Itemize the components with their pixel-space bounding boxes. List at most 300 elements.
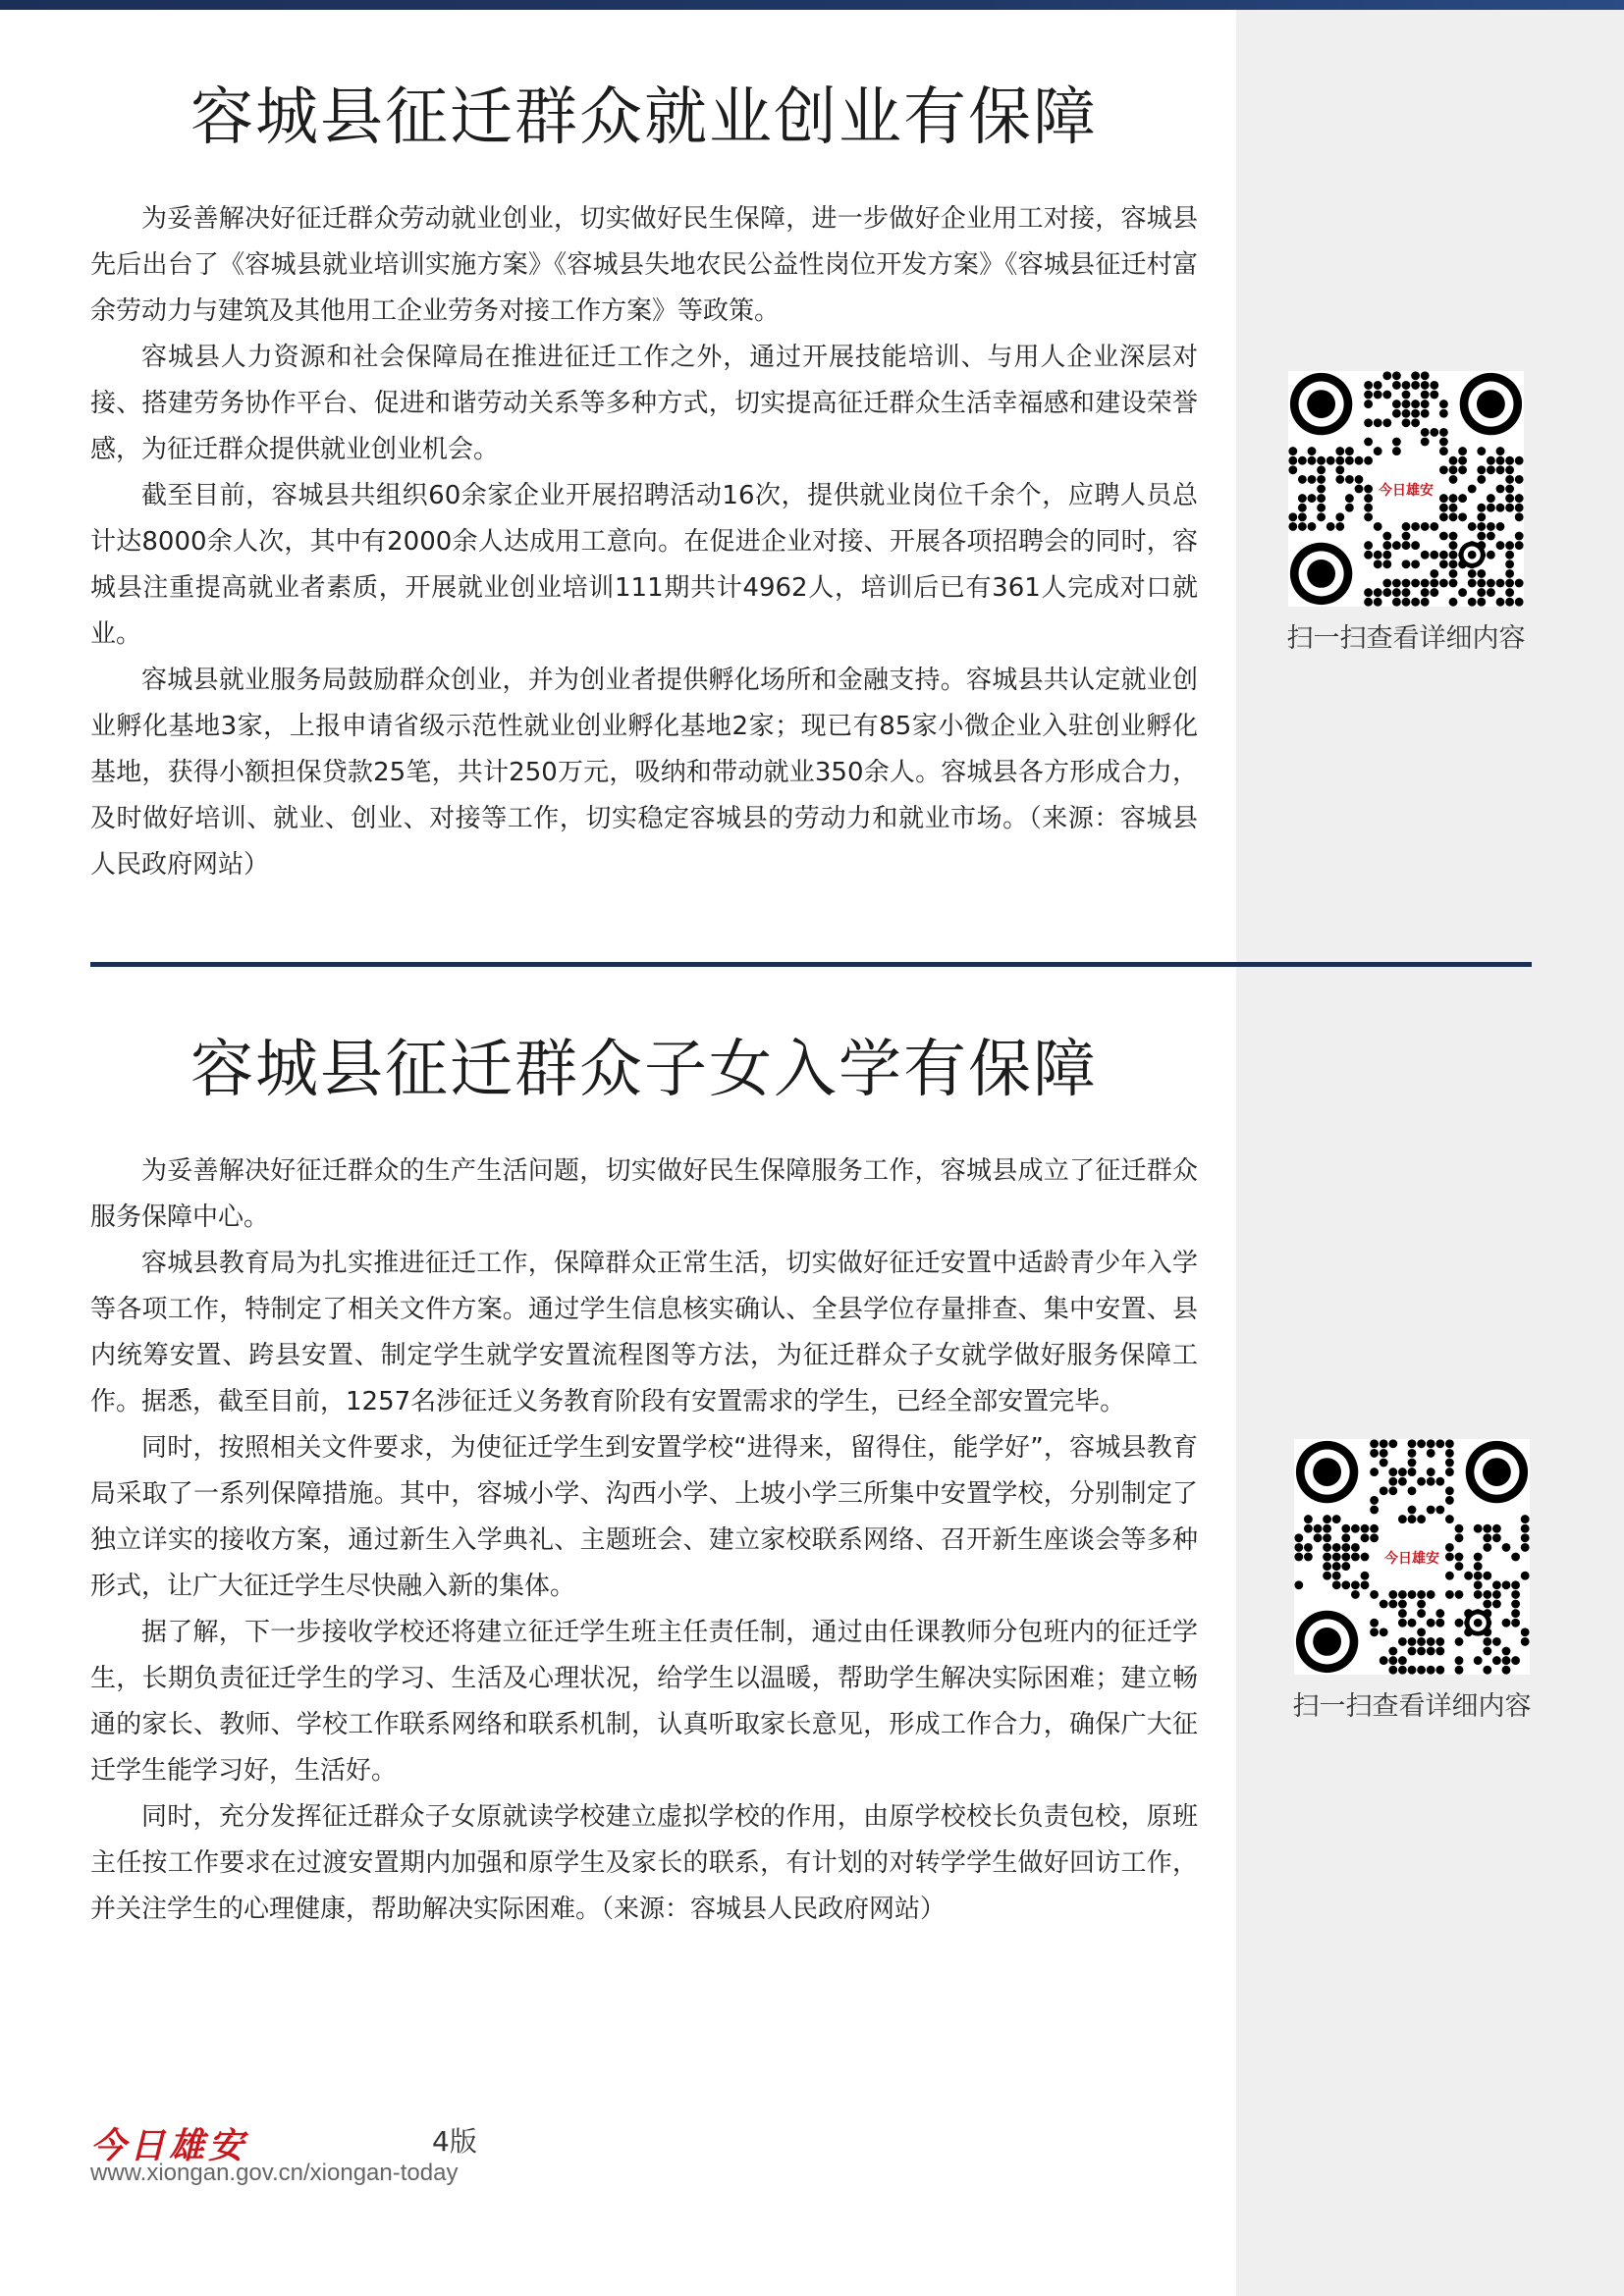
qr-finder [1307,390,1335,418]
qr-module [1380,1628,1388,1636]
qr-module [1521,1543,1530,1552]
qr-module [1317,465,1326,474]
qr-module [1445,1543,1454,1552]
qr-module [1521,1533,1530,1542]
qr-module [1439,504,1448,512]
qr-module [1388,1477,1397,1486]
qr-module [1430,551,1438,560]
qr-module [1304,1524,1313,1533]
qr-module [1341,1524,1350,1533]
qr-finder [1307,560,1335,588]
qr-module [1477,579,1486,588]
qr-module [1398,1637,1407,1646]
qr-module [1408,1459,1417,1468]
qr-module [1288,447,1297,455]
qr-module [1355,475,1364,484]
qr-module [1398,1666,1407,1675]
qr-module [1496,456,1505,465]
qr-module [1398,1656,1407,1665]
qr-module [1511,1609,1520,1618]
qr-module [1298,512,1307,521]
qr-module [1430,588,1438,597]
qr-module [1341,1533,1350,1542]
qr-module [1408,1486,1417,1495]
article-1-body [90,196,1198,888]
qr-module [1505,475,1514,484]
qr-module [1411,522,1420,531]
qr-module [1364,381,1373,390]
qr-module [1304,1553,1313,1562]
qr-module [1449,579,1458,588]
qr-module [1364,551,1373,560]
qr-module [1474,1553,1483,1562]
qr-module [1345,494,1354,503]
qr-module [1430,579,1438,588]
qr-module [1398,1477,1407,1486]
qr-module [1505,465,1514,474]
qr-module [1417,1590,1426,1599]
qr-module [1323,1572,1331,1580]
qr-module [1427,1637,1435,1646]
qr-module [1317,475,1326,484]
qr-module [1392,438,1401,447]
article-2 [90,1029,1198,1933]
qr-module [1455,1656,1464,1665]
qr-module [1351,1524,1360,1533]
qr-module [1402,532,1411,541]
qr-module [1455,1553,1464,1562]
section-divider [90,962,1532,967]
qr-center-logo: 今日雄安 [1379,483,1434,499]
qr-module [1449,598,1458,607]
qr-module [1411,400,1420,408]
qr-module [1427,1477,1435,1486]
qr-module [1435,1647,1444,1656]
qr-module [1439,428,1448,437]
qr-module [1477,447,1486,455]
qr-module [1317,456,1326,465]
qr-module [1449,551,1458,560]
qr-module [1380,1459,1388,1468]
qr-module [1382,391,1391,400]
qr-module [1374,588,1382,597]
qr-module [1483,1524,1491,1533]
qr-module [1474,1580,1483,1589]
qr-module [1505,598,1514,607]
qr-code-icon [1288,371,1524,607]
qr-module [1335,465,1344,474]
qr-module [1388,1647,1397,1656]
qr-alignment [1474,1619,1483,1628]
qr-module [1487,579,1495,588]
qr-module [1427,1619,1435,1628]
qr-module [1364,494,1373,503]
qr-module [1511,1600,1520,1609]
qr-module [1361,1553,1370,1562]
qr-module [1374,447,1382,455]
qr-module [1477,504,1486,512]
qr-module [1402,400,1411,408]
qr-module [1445,1449,1454,1458]
qr-module [1317,512,1326,521]
qr-module [1335,522,1344,531]
qr-module [1332,1515,1341,1523]
qr-finder [1313,1458,1341,1486]
qr-module [1511,1656,1520,1665]
qr-module [1361,1533,1370,1542]
qr-module [1505,569,1514,578]
qr-module [1505,485,1514,494]
qr-module [1458,447,1467,455]
qr-module [1477,532,1486,541]
qr-module [1430,569,1438,578]
qr-module [1374,418,1382,427]
qr-module [1511,1619,1520,1628]
qr-module [1521,1628,1530,1636]
qr-module [1370,1449,1379,1458]
article-2-body [90,1148,1198,1933]
qr-module [1417,1628,1426,1636]
qr-module [1515,598,1524,607]
qr-module [1427,1647,1435,1656]
qr-module [1492,1600,1501,1609]
qr-module [1449,569,1458,578]
qr-module [1332,1580,1341,1589]
qr-module [1398,1590,1407,1599]
qr-module [1332,1543,1341,1552]
qr-module [1308,475,1317,484]
qr-module [1411,418,1420,427]
qr-module [1335,512,1344,521]
qr-module [1445,1553,1454,1562]
qr-module [1298,494,1307,503]
qr-module [1341,1580,1350,1589]
qr-module [1398,1600,1407,1609]
qr-module [1477,569,1486,578]
qr-module [1483,1637,1491,1646]
qr-module [1294,1580,1303,1589]
qr-module [1477,588,1486,597]
qr-module [1402,381,1411,390]
qr-module [1421,588,1430,597]
qr-module [1392,409,1401,418]
footer-page-number: 4版 [432,2125,477,2158]
qr-module [1505,579,1514,588]
qr-module [1435,1609,1444,1618]
qr-module [1439,438,1448,447]
qr-module [1515,579,1524,588]
side-panel [1236,10,1624,2296]
qr-module [1335,447,1344,455]
qr-caption-1: 扫一扫查看详细内容 [1286,623,1526,654]
article-1-paragraph: 容城县就业服务局鼓励群众创业，并为创业者提供孵化场所和金融支持。容城县共认定就业创业孵化基地3家，上报申请省级示范性就业创业孵化基地2家；现已有85家小微企业入驻创业孵化基地，获得小额担保贷款25笔，共计250万元，吸纳和带动就业350余人。容城县各方形成合力，及时做好培训、就业、创业、对接等工作，切实稳定容城县的劳动力和就业市场。（来源：容城县人民政府网站） [90,666,1198,880]
qr-module [1388,1666,1397,1675]
qr-module [1483,1647,1491,1656]
qr-module [1323,1543,1331,1552]
qr-module [1449,560,1458,568]
qr-module [1364,485,1373,494]
qr-module [1417,1477,1426,1486]
qr-caption-2: 扫一扫查看详细内容 [1292,1691,1532,1722]
qr-module [1326,522,1335,531]
qr-module [1382,541,1391,550]
qr-module [1298,475,1307,484]
qr-module [1487,494,1495,503]
qr-module [1408,1619,1417,1628]
qr-module [1439,579,1448,588]
qr-module [1496,447,1505,455]
qr-module [1487,465,1495,474]
qr-module [1455,1637,1464,1646]
qr-module [1388,1486,1397,1495]
qr-module [1487,522,1495,531]
qr-module [1421,579,1430,588]
qr-module [1323,1524,1331,1533]
qr-module [1341,1562,1350,1571]
qr-module [1468,569,1477,578]
qr-module [1341,1553,1350,1562]
qr-module [1435,1666,1444,1675]
top-accent-bar [0,0,1624,10]
qr-module [1417,1609,1426,1618]
qr-code-2[interactable] [1294,1439,1530,1675]
qr-module [1449,504,1458,512]
qr-module [1355,485,1364,494]
qr-module [1374,560,1382,568]
qr-module [1445,1590,1454,1599]
article-2-paragraph: 同时，充分发挥征迁群众子女原就读学校建立虚拟学校的作用，由原学校校长负责包校，原班主任按工作要求在过渡安置期内加强和原学生及家长的联系，有计划的对转学学生做好回访工作，并关注学生的心理健康，帮助解决实际困难。（来源：容城县人民政府网站） [90,1802,1198,1924]
qr-module [1477,465,1486,474]
qr-module [1408,1468,1417,1476]
qr-module [1515,475,1524,484]
qr-module [1445,1459,1454,1468]
qr-module [1458,456,1467,465]
qr-module [1380,1486,1388,1495]
qr-module [1370,1628,1379,1636]
qr-module [1435,1506,1444,1515]
qr-module [1304,1515,1313,1523]
qr-module [1351,1580,1360,1589]
qr-module [1474,1572,1483,1580]
qr-module [1439,532,1448,541]
qr-module [1417,1515,1426,1523]
qr-module [1458,588,1467,597]
qr-module [1402,391,1411,400]
qr-center-logo: 今日雄安 [1384,1551,1439,1567]
qr-module [1477,522,1486,531]
qr-module [1421,381,1430,390]
qr-module [1388,1600,1397,1609]
qr-module [1483,1590,1491,1599]
qr-module [1345,456,1354,465]
qr-block-1 [1278,371,1534,655]
qr-module [1388,1439,1397,1448]
qr-module [1408,1590,1417,1599]
qr-module [1364,400,1373,408]
qr-module [1421,598,1430,607]
qr-module [1361,1524,1370,1533]
qr-module [1430,381,1438,390]
qr-module [1408,1666,1417,1675]
qr-module [1402,588,1411,597]
qr-module [1455,1619,1464,1628]
qr-module [1505,504,1514,512]
qr-module [1427,1439,1435,1448]
footer-logo: 今日雄安 [90,2125,248,2166]
qr-module [1483,1600,1491,1609]
qr-module [1370,1506,1379,1515]
qr-module [1487,456,1495,465]
qr-module [1445,1515,1454,1523]
qr-module [1511,1580,1520,1589]
qr-module [1298,522,1307,531]
qr-module [1449,512,1458,521]
footer-url[interactable]: www.xiongan.gov.cn/xiongan-today [90,2160,459,2186]
qr-module [1439,465,1448,474]
qr-module [1458,494,1467,503]
qr-module [1351,1543,1360,1552]
qr-module [1477,475,1486,484]
qr-module [1430,391,1438,400]
qr-module [1408,1449,1417,1458]
qr-module [1402,598,1411,607]
qr-module [1445,1439,1454,1448]
qr-module [1435,1619,1444,1628]
qr-module [1421,391,1430,400]
qr-module [1288,465,1297,474]
qr-module [1370,1468,1379,1476]
qr-module [1380,1600,1388,1609]
qr-module [1392,579,1401,588]
qr-module [1483,1543,1491,1552]
qr-module [1402,560,1411,568]
qr-module [1332,1572,1341,1580]
qr-module [1430,428,1438,437]
qr-module [1317,485,1326,494]
qr-module [1515,541,1524,550]
qr-module [1361,1572,1370,1580]
qr-module [1449,456,1458,465]
article-1-title: 容城县征迁群众就业创业有保障 [190,81,1098,154]
qr-module [1435,1439,1444,1448]
qr-module [1496,522,1505,531]
qr-module [1398,1619,1407,1628]
qr-module [1345,504,1354,512]
qr-module [1492,1656,1501,1665]
qr-module [1382,371,1391,380]
qr-module [1411,560,1420,568]
qr-module [1511,1553,1520,1562]
qr-module [1411,598,1420,607]
qr-module [1314,1533,1323,1542]
qr-module [1402,579,1411,588]
qr-module [1326,456,1335,465]
qr-module [1382,551,1391,560]
qr-code-1[interactable] [1288,371,1524,607]
qr-module [1374,381,1382,390]
qr-module [1380,1449,1388,1458]
qr-module [1487,504,1495,512]
qr-module [1468,522,1477,531]
qr-module [1294,1533,1303,1542]
qr-module [1364,438,1373,447]
qr-finder [1313,1628,1341,1656]
qr-module [1449,532,1458,541]
qr-module [1374,551,1382,560]
qr-module [1515,504,1524,512]
qr-module [1427,1590,1435,1599]
qr-module [1388,1656,1397,1665]
qr-module [1505,551,1514,560]
qr-module [1417,1647,1426,1656]
qr-module [1492,1524,1501,1533]
qr-module [1505,541,1514,550]
qr-module [1439,512,1448,521]
qr-module [1496,541,1505,550]
qr-module [1323,1533,1331,1542]
qr-module [1345,475,1354,484]
qr-module [1370,1533,1379,1542]
qr-module [1370,1496,1379,1505]
qr-module [1515,532,1524,541]
qr-module [1335,456,1344,465]
qr-module [1392,447,1401,455]
qr-module [1364,391,1373,400]
qr-module [1298,456,1307,465]
qr-module [1374,522,1382,531]
qr-module [1502,1580,1511,1589]
qr-module [1380,1439,1388,1448]
qr-module [1392,588,1401,597]
qr-module [1298,504,1307,512]
qr-module [1411,371,1420,380]
qr-module [1458,512,1467,521]
qr-module [1487,588,1495,597]
qr-module [1355,456,1364,465]
qr-finder [1483,1458,1511,1486]
qr-module [1370,1619,1379,1628]
qr-module [1468,579,1477,588]
qr-module [1374,391,1382,400]
qr-module [1323,1515,1331,1523]
qr-module [1421,551,1430,560]
qr-module [1417,1666,1426,1675]
qr-module [1449,494,1458,503]
qr-module [1502,1666,1511,1675]
qr-module [1439,400,1448,408]
qr-module [1388,1468,1397,1476]
qr-module [1445,1496,1454,1505]
qr-module [1474,1524,1483,1533]
qr-module [1398,1609,1407,1618]
qr-module [1492,1590,1501,1599]
qr-module [1364,541,1373,550]
qr-module [1487,551,1495,560]
qr-module [1382,418,1391,427]
qr-module [1439,551,1448,560]
qr-module [1521,1524,1530,1533]
qr-module [1402,418,1411,427]
qr-module [1515,512,1524,521]
qr-module [1382,532,1391,541]
article-2-paragraph: 为妥善解决好征迁群众的生产生活问题，切实做好民生保障服务工作，容城县成立了征迁群众服务保障中心。 [90,1156,1198,1232]
qr-module [1449,465,1458,474]
qr-module [1521,1637,1530,1646]
qr-module [1364,418,1373,427]
qr-module [1439,494,1448,503]
qr-module [1483,1572,1491,1580]
qr-module [1411,381,1420,390]
